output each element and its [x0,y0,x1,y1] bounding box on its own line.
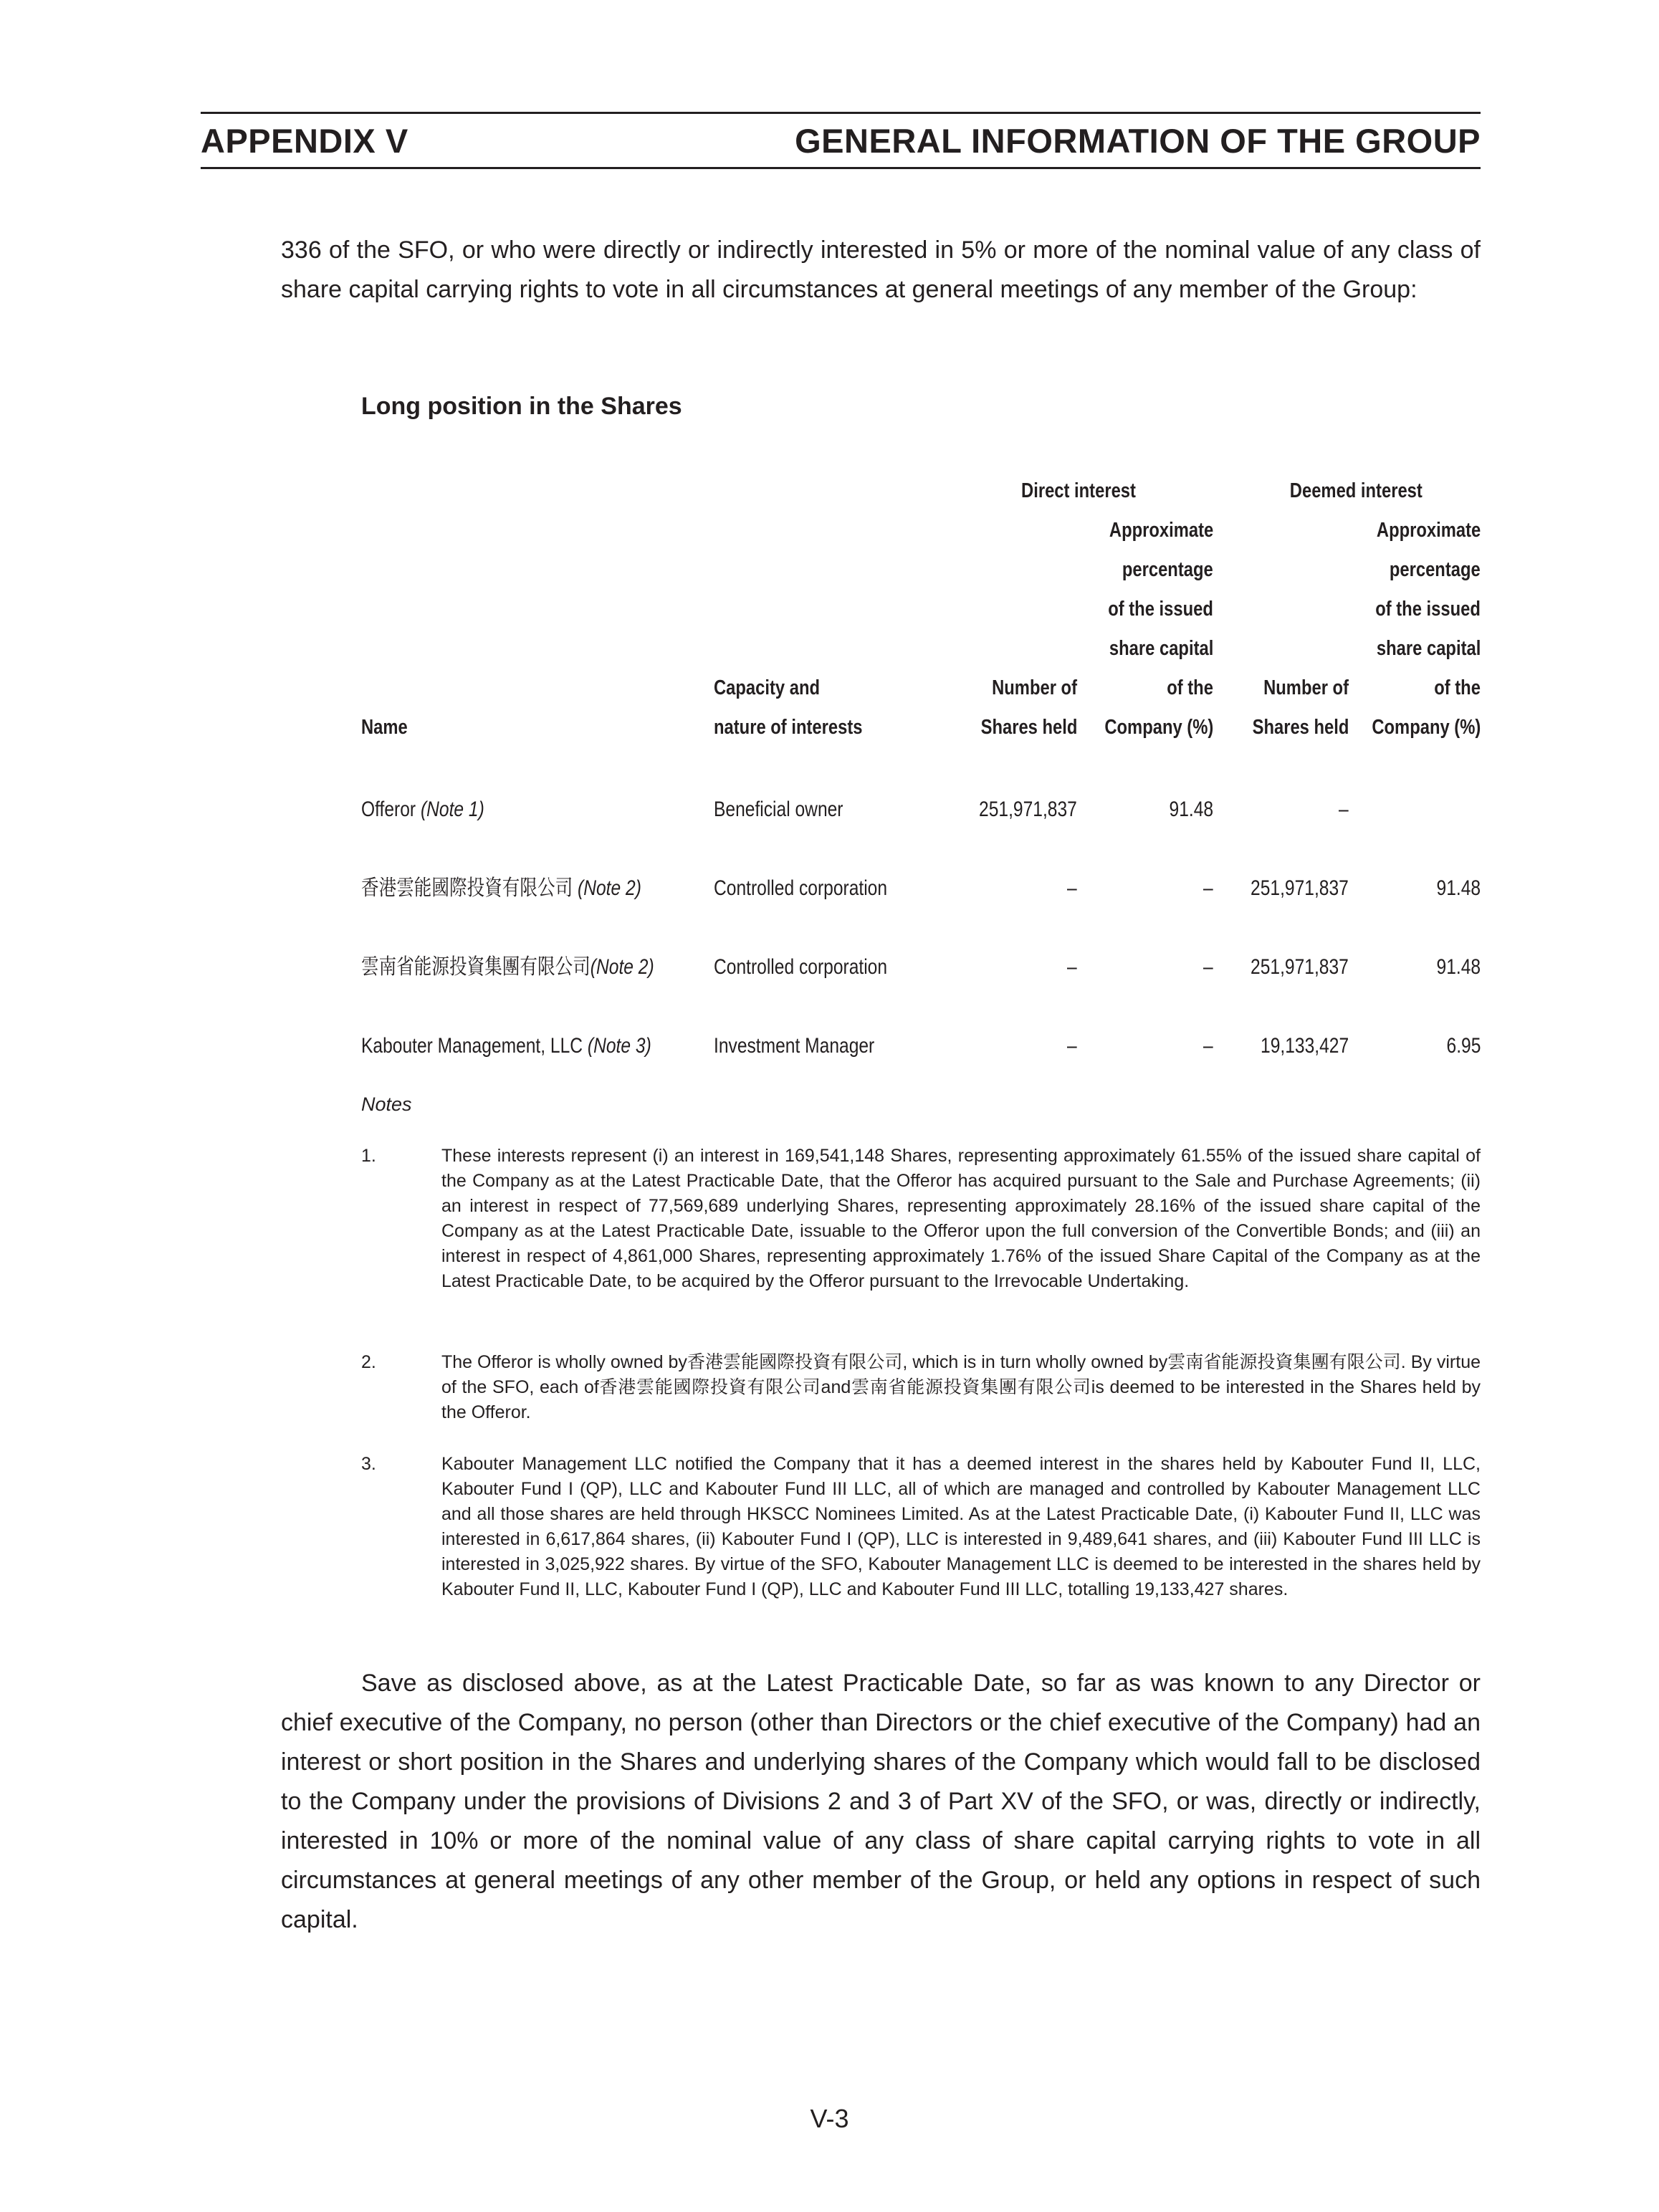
note-item [361,1350,1481,1429]
group-header-deemed: Deemed interest [1289,479,1423,502]
header-direct-pct-2: percentage [1122,558,1213,581]
header-name: Name [361,716,408,739]
header-direct-pct-4: share capital [1109,637,1213,660]
header-deemed-pct-1: Approximate [1376,519,1481,542]
header-deemed-pct-4: share capital [1376,637,1481,660]
note-text: The Offeror is wholly owned by香港雲能國際投資有限公司, which is in turn wholly owned by雲南省能源投資集團有限公司. By virtue of the SFO, each of香港雲能國際投資有限公司and雲南省能源投資集團有限公司is deemed to be interested in the Shares held by the Offeror. [441,1352,1481,1422]
row-direct-shares: – [1067,1034,1077,1058]
page-number: V-3 [810,2104,849,2133]
header-deemed-pct-6: Company (%) [1372,716,1481,739]
note-number: 3. [361,1454,376,1474]
note-text: Kabouter Management LLC notified the Company that it has a deemed interest in the shares held by Kabouter Fund II, LLC, Kabouter Fund I (QP), LLC and Kabouter Fund III LLC, all of which are managed and controlled by Kabouter Management LLC and all those shares are held through HKSCC Nominees Limited. As at the Latest Practicable Date, (i) Kabouter Fund II, LLC was interested in 6,617,864 shares, (ii) Kabouter Fund I (QP), LLC is interested in 9,489,641 shares, and (iii) Kabouter Fund III LLC is interested in 3,025,922 shares. By virtue of the SFO, Kabouter Management LLC is deemed to be interested in the shares held by Kabouter Fund II, LLC, Kabouter Fund I (QP), LLC and Kabouter Fund III LLC, totalling 19,133,427 shares. [441,1454,1481,1599]
row-direct-shares: – [1067,876,1077,900]
header-direct-pct-3: of the issued [1108,598,1213,621]
header-deemed-pct-5: of the [1434,676,1481,699]
row-direct-pct: – [1203,876,1213,900]
note-text: These interests represent (i) an interest in 169,541,148 Shares, representing approximately 61.55% of the issued share capital of the Company as at the Latest Practicable Date, that the Offeror has acquired pursuant to the Sale and Purchase Agreements; (ii) an interest in respect of 77,569,689 underlying Shares, representing approximately 28.16% of the issued share capital of the Company as at the Latest Practicable Date, issuable to the Offeror upon the full conversion of the Convertible Bonds; and (iii) an interest in respect of 4,861,000 Shares, representing approximately 1.76% of the issued Share Capital of the Company as at the Latest Practicable Date, to be acquired by the Offeror pursuant to the Irrevocable Undertaking. [441,1146,1481,1291]
header-deemed-shares-1: Number of [1263,676,1349,699]
row-deemed-pct: 91.48 [1436,876,1481,900]
header-deemed-pct-3: of the issued [1375,598,1481,621]
header-rule-bottom [201,167,1481,169]
header-direct-pct-1: Approximate [1109,519,1213,542]
row-deemed-shares: 251,971,837 [1251,955,1349,979]
row-direct-pct: – [1203,955,1213,979]
row-name: 香港雲能國際投資有限公司 (Note 2) [361,876,641,900]
row-deemed-shares: 251,971,837 [1251,876,1349,900]
row-deemed-shares: 19,133,427 [1260,1034,1349,1058]
header-deemed-pct-2: percentage [1390,558,1481,581]
note-number: 1. [361,1146,376,1166]
row-capacity: Controlled corporation [714,876,888,900]
group-header-direct: Direct interest [1021,479,1136,502]
header-direct-pct-5: of the [1167,676,1213,699]
section-heading: GENERAL INFORMATION OF THE GROUP [795,121,1481,160]
header-capacity-1: Capacity and [714,676,821,699]
header-direct-shares-2: Shares held [980,716,1077,739]
note-number: 2. [361,1352,376,1372]
header-deemed-shares-2: Shares held [1252,716,1349,739]
row-deemed-pct: 91.48 [1436,955,1481,979]
row-name: Offeror (Note 1) [361,798,484,821]
row-name: Kabouter Management, LLC (Note 3) [361,1034,651,1058]
row-direct-pct: 91.48 [1169,798,1213,821]
header-capacity-2: nature of interests [714,716,863,739]
intro-paragraph: 336 of the SFO, or who were directly or indirectly interested in 5% or more of the nominal value of any class of share capital carrying rights to vote in all circumstances at general meetings of any member of the Group: [281,236,1481,303]
appendix-label: APPENDIX V [201,121,408,160]
row-name: 雲南省能源投資集團有限公司(Note 2) [361,955,654,979]
row-direct-pct: – [1203,1034,1213,1058]
row-direct-shares: 251,971,837 [979,798,1077,821]
header-direct-pct-6: Company (%) [1104,716,1213,739]
row-capacity: Beneficial owner [714,798,843,821]
row-deemed-shares: – [1339,798,1349,821]
closing-paragraph: Save as disclosed above, as at the Latest Practicable Date, so far as was known to any Director or chief executive of the Company, no person (other than Directors or the chief executive of the Company) had an interest or short position in the Shares and underlying shares of the Company which would fall to be disclosed to the Company under the provisions of Divisions 2 and 3 of Part XV of the SFO, or was, directly or indirectly, interested in 10% or more of the nominal value of any class of share capital carrying rights to vote in all circumstances at general meetings of any other member of the Group, or held any options in respect of such capital. [281,1670,1481,1933]
row-deemed-pct: 6.95 [1446,1034,1481,1058]
page-header [201,112,1481,169]
note-item [361,1452,1481,1638]
note-item [361,1144,1481,1323]
header-direct-shares-1: Number of [992,676,1077,699]
row-capacity: Investment Manager [714,1034,875,1058]
notes-heading: Notes [361,1093,412,1115]
row-capacity: Controlled corporation [714,955,888,979]
row-direct-shares: – [1067,955,1077,979]
table-title: Long position in the Shares [361,393,682,420]
